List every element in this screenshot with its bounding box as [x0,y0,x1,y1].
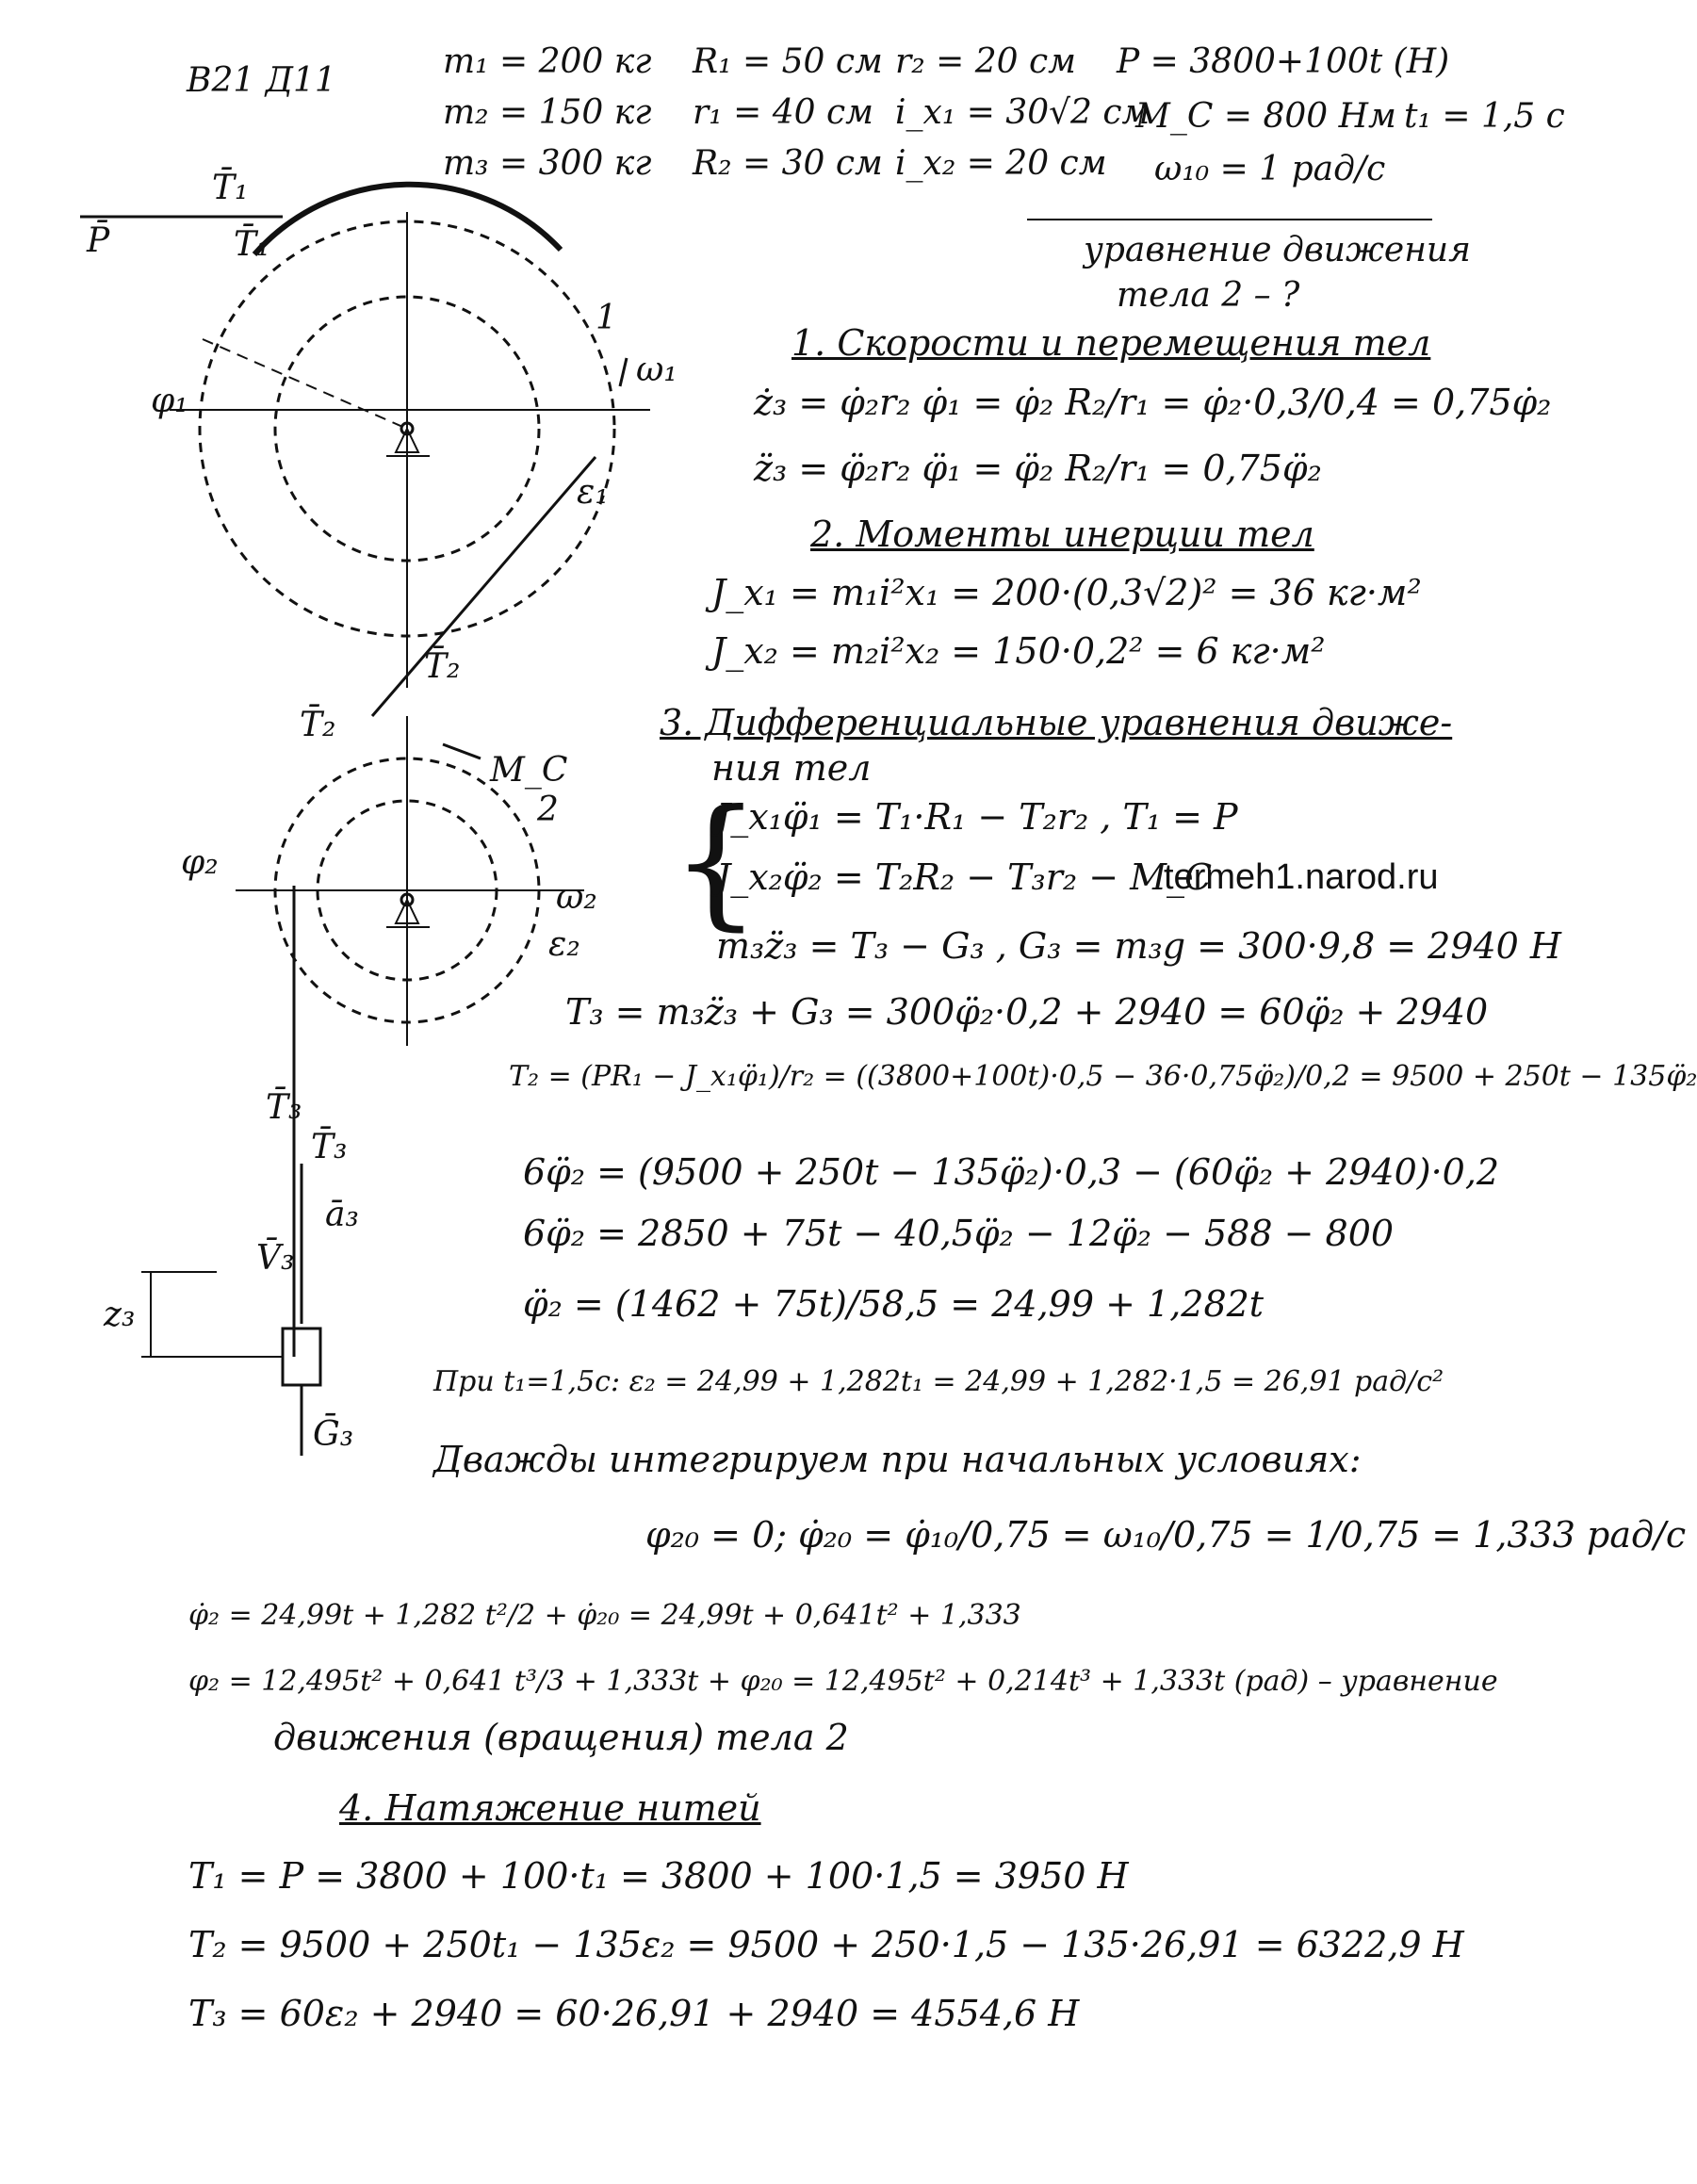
mc-arrow [443,744,481,758]
param-t1: t₁ = 1,5 с [1404,97,1565,136]
section4-T1: T₁ = P = 3800 + 100·t₁ = 3800 + 100·1,5 = 3950 Н [188,1855,1129,1897]
system-brace: { [671,780,761,944]
param-R1: R₁ = 50 см [693,42,883,81]
section3-eq3: m₃z̈₃ = T₃ − G₃ , G₃ = m₃g = 300·9,8 = 2940 Н [716,925,1562,967]
rope-1-2 [372,457,596,716]
question-line2: тела 2 – ? [1117,276,1300,315]
body1-phi-radius [203,339,407,429]
section3-step2: 6φ̈₂ = 2850 + 75t − 40,5φ̈₂ − 12φ̈₂ − 588 − 800 [523,1213,1395,1254]
label-T1-left: T̄₁ [212,169,249,207]
section3-T3: T₃ = m₃z̈₃ + G₃ = 300φ̈₂·0,2 + 2940 = 60φ̈₂ + 2940 [565,991,1489,1033]
label-T1-right: T̄₁ [234,225,270,264]
param-m1: m₁ = 200 кг [443,42,652,81]
param-ix2: i_x₂ = 20 см [895,144,1107,183]
param-m2: m₂ = 150 кг [443,93,652,132]
section3-motion-eq-tail: движения (вращения) тела 2 [273,1717,849,1758]
label-eps1: ε₁ [577,473,609,512]
label-V3: V̄₃ [256,1239,295,1278]
section3-eps-at-t1: При t₁=1,5с: ε₂ = 24,99 + 1,282t₁ = 24,99 + 1,282·1,5 = 26,91 рад/с² [433,1365,1444,1398]
label-body1: 1 [596,299,617,337]
section3-velocity: φ̇₂ = 24,99t + 1,282 t²/2 + φ̇₂₀ = 24,99t + 0,641t² + 1,333 [188,1599,1021,1632]
variant-label: В21 Д11 [187,61,336,100]
body3-block [283,1328,320,1385]
param-P: P = 3800+100t (Н) [1117,42,1450,81]
param-r1: r₁ = 40 см [693,93,873,132]
label-body2: 2 [537,790,559,829]
question-rule [1027,219,1432,220]
section3-initial-conditions: φ₂₀ = 0; φ̇₂₀ = φ̇₁₀/0,75 = ω₁₀/0,75 = 1/0,75 = 1,333 рад/с [645,1514,1687,1556]
label-P: P̄ [87,221,110,260]
section1-line1: ż₃ = φ̇₂r₂ φ̇₁ = φ̇₂ R₂/r₁ = φ̇₂·0,3/0,4 = 0,75φ̇₂ [754,382,1552,423]
param-R2: R₂ = 30 см [693,144,883,183]
label-phi1: φ₁ [151,382,188,420]
question-line1: уравнение движения [1084,231,1471,269]
label-omega1: ω₁ [636,350,677,389]
watermark: termeh1.narod.ru [1164,857,1439,897]
param-w10: ω₁₀ = 1 рад/с [1154,150,1386,188]
section4-T2: T₂ = 9500 + 250t₁ − 135ε₂ = 9500 + 250·1,5 − 135·26,91 = 6322,9 Н [188,1924,1464,1965]
section3-integrate: Дважды интегрируем при начальных условиях: [433,1439,1362,1480]
label-T3-down: T̄₃ [266,1088,302,1127]
section4-T3: T₃ = 60ε₂ + 2940 = 60·26,91 + 2940 = 4554,6 Н [188,1993,1080,2034]
param-m3: m₃ = 300 кг [443,144,652,183]
label-eps2: ε₂ [548,925,580,964]
label-z3: z₃ [104,1296,136,1334]
label-omega2: ω₂ [556,878,597,917]
label-phi2: φ₂ [181,843,219,882]
section2-line2: J_x₂ = m₂i²x₂ = 150·0,2² = 6 кг·м² [711,630,1326,672]
section4-title: 4. Натяжение нитей [339,1787,761,1829]
label-T2-lower: T̄₂ [300,706,336,744]
section3-title2: ния тел [711,747,872,789]
section3-step1: 6φ̈₂ = (9500 + 250t − 135φ̈₂)·0,3 − (60φ̈₂ + 2940)·0,2 [523,1151,1500,1193]
param-ix1: i_x₁ = 30√2 см [895,93,1150,132]
section3-eq1: J_x₁φ̈₁ = T₁·R₁ − T₂r₂ , T₁ = P [716,796,1238,838]
section3-eq2: J_x₂φ̈₂ = T₂R₂ − T₃r₂ − M_C [716,856,1213,898]
section1-title: 1. Скорости и перемещения тел [791,322,1431,364]
label-T2-upper: T̄₂ [424,647,461,686]
section1-line2: z̈₃ = φ̈₂r₂ φ̈₁ = φ̈₂ R₂/r₁ = 0,75φ̈₂ [754,448,1322,489]
section3-T2: T₂ = (PR₁ − J_x₁φ̈₁)/r₂ = ((3800+100t)·0,5 − 36·0,75φ̈₂)/0,2 = 9500 + 250t − 135φ̈₂ [509,1060,1697,1093]
label-T3-up: T̄₃ [311,1128,348,1166]
section3-motion-eq: φ₂ = 12,495t² + 0,641 t³/3 + 1,333t + φ₂₀ = 12,495t² + 0,214t³ + 1,333t (рад) – уравнение [188,1665,1498,1698]
section2-line1: J_x₁ = m₁i²x₁ = 200·(0,3√2)² = 36 кг·м² [711,572,1422,613]
param-r2: r₂ = 20 см [895,42,1076,81]
section3-step3: φ̈₂ = (1462 + 75t)/58,5 = 24,99 + 1,282t [523,1283,1265,1325]
label-G3: Ḡ₃ [313,1415,354,1454]
section3-title1: 3. Дифференциальные уравнения движе- [660,702,1453,743]
label-a3: ā₃ [325,1196,359,1234]
param-Mc: M_C = 800 Нм [1135,97,1396,136]
section2-title: 2. Моменты инерции тел [810,513,1314,555]
label-Mc: M_C [490,751,568,790]
omega1-arrow [620,358,627,386]
